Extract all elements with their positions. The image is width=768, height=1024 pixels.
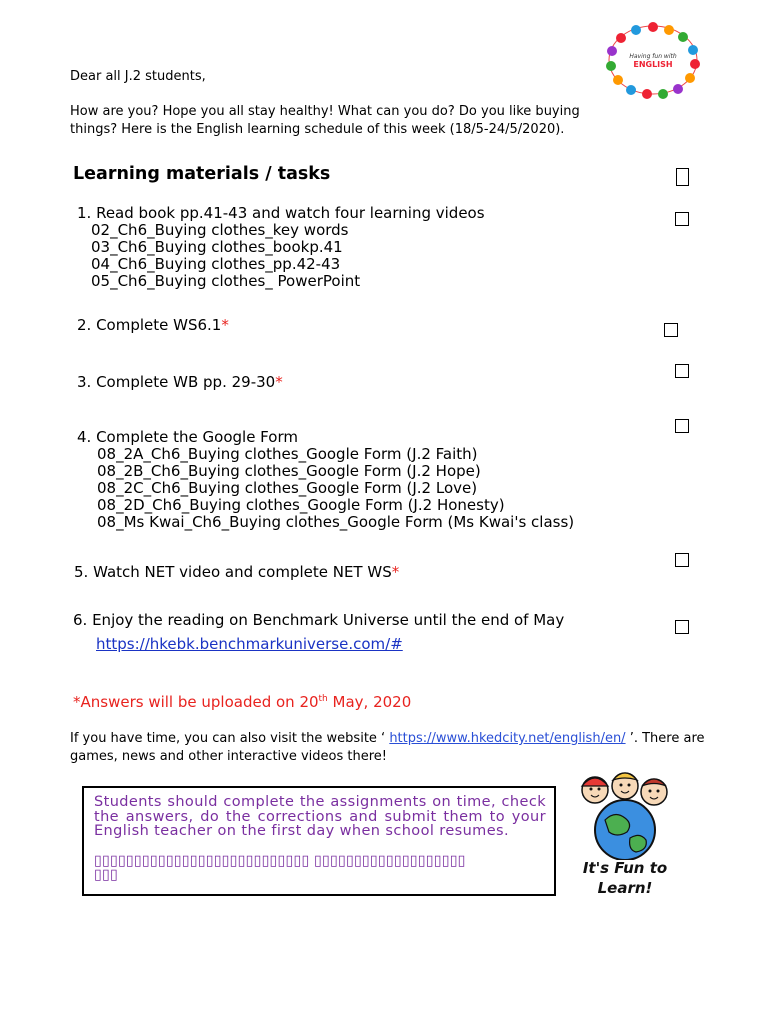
fun-caption [570, 858, 680, 898]
task-5-asterisk: * [391, 563, 400, 581]
answers-prefix: *Answers will be uploaded on 20 [73, 693, 319, 711]
notice-box [82, 786, 556, 896]
task-5-label: 5. Watch NET video and complete NET WS [74, 563, 392, 581]
task-6-checkbox[interactable] [675, 620, 689, 634]
task-3-checkbox[interactable] [675, 364, 689, 378]
task-1 [77, 205, 485, 290]
task-5 [74, 564, 399, 581]
task-3-label: 3. Complete WB pp. 29-30 [77, 373, 276, 391]
fun-line2: Learn! [597, 879, 653, 897]
task-4-subitem: 08_2A_Ch6_Buying clothes_Google Form (J.2 Faith) [97, 445, 478, 463]
task-4-subitem: 08_2B_Ch6_Buying clothes_Google Form (J.2 Hope) [97, 462, 481, 480]
task-1-checkbox[interactable] [675, 212, 689, 226]
task-1-subitem: 05_Ch6_Buying clothes_ PowerPoint [91, 272, 361, 290]
task-2-checkbox[interactable] [664, 323, 678, 337]
visit-after: ’. There are [625, 731, 705, 746]
task-2 [77, 317, 229, 334]
section-heading: Learning materials / tasks [73, 164, 331, 184]
kids-globe-icon [570, 768, 680, 860]
task-3 [77, 374, 283, 391]
answers-note [73, 689, 411, 712]
task-4-subitem: 08_Ms Kwai_Ch6_Buying clothes_Google Form (Ms Kwai's class) [97, 513, 575, 531]
header-checkbox-icon [676, 168, 689, 186]
task-5-checkbox[interactable] [675, 553, 689, 567]
task-4-subitem: 08_2C_Ch6_Buying clothes_Google Form (J.2 Love) [97, 479, 478, 497]
notice-text: Students should complete the assignments on time, check the answers, do the corrections and submit them to your English teacher on the first day when school resumes. [94, 794, 546, 839]
logo-text-line2: ENGLISH [633, 60, 673, 69]
task-4-label: 4. Complete the Google Form [77, 428, 298, 446]
intro-line1: How are you? Hope you all stay healthy! What can you do? Do you like buying [70, 104, 580, 119]
task-6 [73, 612, 564, 629]
fun-line1: It's Fun to [582, 859, 668, 877]
notice-placeholder-line1: ▯▯▯▯▯▯▯▯▯▯▯▯▯▯▯▯▯▯▯▯▯▯▯▯▯▯▯ ▯▯▯▯▯▯▯▯▯▯▯▯▯▯▯▯▯▯▯ [94, 853, 466, 869]
task-1-subitem: 02_Ch6_Buying clothes_key words [91, 221, 349, 239]
benchmark-link[interactable]: https://hkebk.benchmarkuniverse.com/# [96, 635, 403, 653]
task-2-asterisk: * [221, 316, 229, 334]
task-1-subitem: 04_Ch6_Buying clothes_pp.42-43 [91, 255, 341, 273]
task-4-subitem: 08_2D_Ch6_Buying clothes_Google Form (J.2 Honesty) [97, 496, 505, 514]
task-3-asterisk: * [275, 373, 283, 391]
answers-suffix: May, 2020 [327, 693, 412, 711]
logo-text-line1: Having fun with [629, 53, 677, 60]
task-2-label: 2. Complete WS6.1 [77, 316, 222, 334]
visit-before: If you have time, you can also visit the website ‘ [70, 731, 390, 746]
task-1-subitem: 03_Ch6_Buying clothes_bookp.41 [91, 238, 343, 256]
task-4 [77, 429, 574, 531]
task-6-label: 6. Enjoy the reading on Benchmark Universe until the end of May [73, 611, 565, 629]
notice-placeholder-line2: ▯▯▯ [94, 867, 118, 883]
english-logo [603, 20, 703, 100]
task-1-label: 1. Read book pp.41-43 and watch four learning videos [77, 204, 485, 222]
fun-illustration [570, 768, 680, 858]
task-4-checkbox[interactable] [675, 419, 689, 433]
hkedcity-link[interactable]: https://www.hkedcity.net/english/en/ [389, 731, 626, 746]
greeting: Dear all J.2 students, [70, 69, 206, 84]
intro-line2: things? Here is the English learning schedule of this week (18/5-24/5/2020). [70, 122, 565, 137]
answers-sup: th [318, 694, 328, 704]
visit-line2: games, news and other interactive videos there! [70, 749, 388, 764]
